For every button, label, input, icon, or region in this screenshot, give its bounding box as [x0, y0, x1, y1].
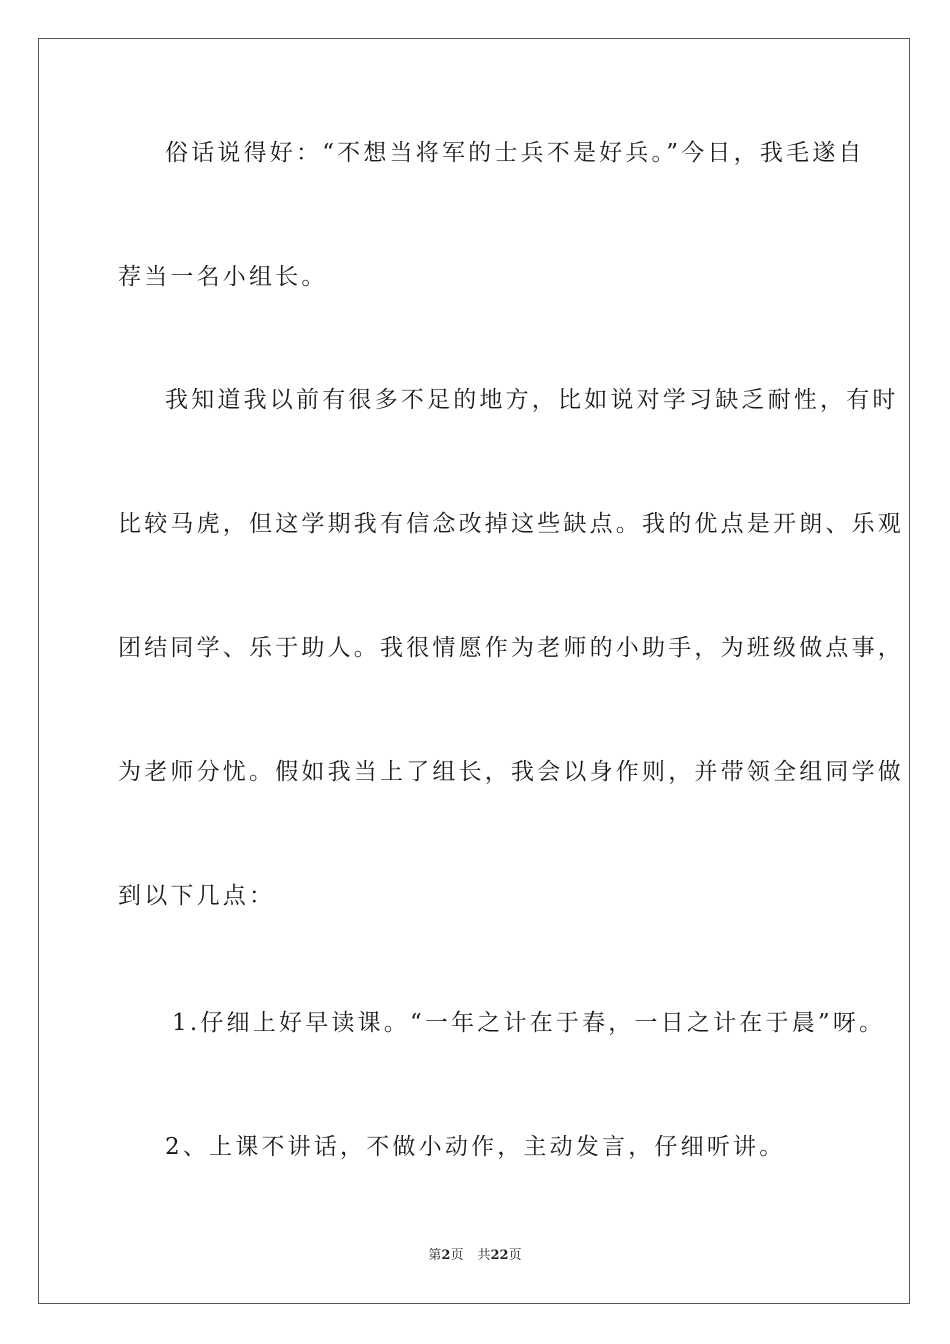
- paragraph-line-4: 比较马虎，但这学期我有信念改掉这些缺点。我的优点是开朗、乐观: [118, 511, 904, 537]
- list-item-2: 2、上课不讲话，不做小动作，主动发言，仔细听讲。: [165, 1134, 786, 1160]
- paragraph-line-1: 俗话说得好：“不想当将军的士兵不是好兵。”今日，我毛遂自: [165, 140, 865, 166]
- footer-page-number: 2: [441, 1248, 451, 1263]
- footer-total-prefix: 共: [477, 1248, 491, 1263]
- footer-page-suffix: 页: [450, 1248, 464, 1263]
- footer-total-number: 22: [490, 1248, 509, 1263]
- paragraph-line-7: 到以下几点：: [118, 883, 276, 909]
- footer-total-suffix: 页: [508, 1248, 522, 1263]
- list-item-1: 1.仔细上好早读课。“一年之计在于春，一日之计在于晨”呀。: [172, 1010, 886, 1036]
- paragraph-line-3: 我知道我以前有很多不足的地方，比如说对学习缺乏耐性，有时: [165, 387, 899, 413]
- page-frame: [38, 38, 910, 1304]
- paragraph-line-5: 团结同学、乐于助人。我很情愿作为老师的小助手，为班级做点事，: [118, 635, 904, 661]
- paragraph-line-2: 荐当一名小组长。: [118, 264, 328, 290]
- footer-page-prefix: 第: [428, 1248, 442, 1263]
- paragraph-line-6: 为老师分忧。假如我当上了组长，我会以身作则，并带领全组同学做: [118, 759, 904, 785]
- page-footer: [0, 1248, 950, 1264]
